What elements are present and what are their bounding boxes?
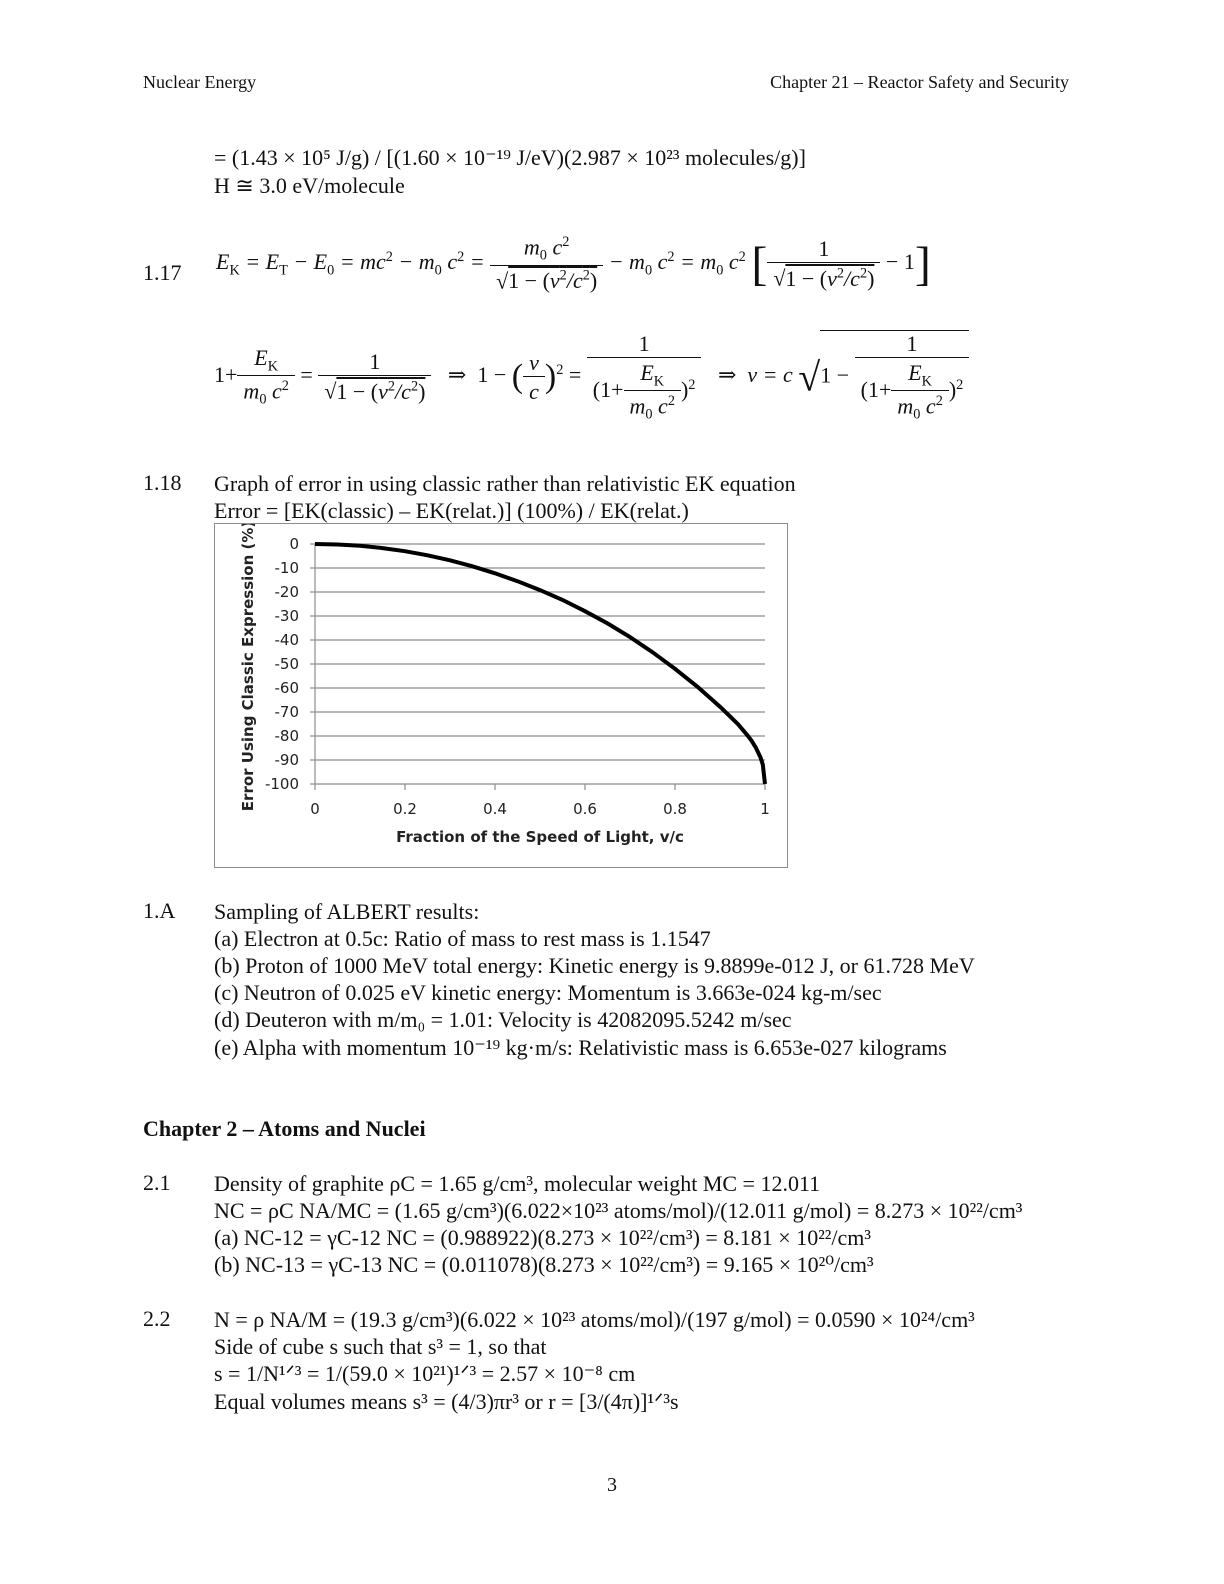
- chart-y-tick-label-1: -10: [274, 559, 299, 577]
- problem-number-1-A: 1.A: [143, 898, 176, 923]
- problem-number-1-17: 1.17: [143, 260, 182, 285]
- running-header-right: Chapter 21 – Reactor Safety and Security: [770, 72, 1069, 92]
- chart-x-axis-label: Fraction of the Speed of Light, v/c: [396, 828, 684, 846]
- chart-axes: [310, 544, 765, 790]
- p22-line-3: s = 1/N¹ᐟ³ = 1/(59.0 × 10²¹)¹ᐟ³ = 2.57 × 10⁻⁸ cm: [214, 1361, 636, 1386]
- p1A-item-c: (c) Neutron of 0.025 eV kinetic energy: Momentum is 3.663e-024 kg-m/sec: [214, 980, 882, 1005]
- problem-number-1-18: 1.18: [143, 470, 182, 495]
- p22-line-2: Side of cube s such that s³ = 1, so that: [214, 1334, 547, 1359]
- chart-y-tick-label-6: -60: [274, 679, 299, 697]
- p21-line-1: Density of graphite ρC = 1.65 g/cm³, molecular weight MC = 12.011: [214, 1171, 821, 1196]
- chart-y-tick-label-10: -100: [264, 775, 299, 793]
- p1A-item-d: (d) Deuteron with m/m₀ = 1.01: Velocity is 42082095.5242 m/sec: [214, 1007, 792, 1032]
- problem-number-2-2: 2.2: [143, 1306, 171, 1331]
- page-number: 3: [607, 1474, 617, 1496]
- p21-line-4: (b) NC-13 = γC-13 NC = (0.011078)(8.273 × 10²²/cm³) = 9.165 × 10²⁰/cm³: [214, 1252, 874, 1277]
- equation-1-17-line-1: $E_K = E_T - E_0 = mc^2 - m_0$ $c^2$ = $\frac{m_0 c^2}{√1 - (v^2/c^2)}$ − $m_0$ $c^2 = m_0$ $c^2$ [ $\frac{1}{√1 - (v^2/c^2)}$ − 1]: [216, 234, 931, 294]
- p1A-item-b: (b) Proton of 1000 MeV total energy: Kinetic energy is 9.8899e-012 J, or 61.728 MeV: [214, 953, 975, 978]
- p21-line-3: (a) NC-12 = γC-12 NC = (0.988922)(8.273 × 10²²/cm³) = 8.181 × 10²²/cm³: [214, 1225, 871, 1250]
- chart-y-tick-label-7: -70: [274, 703, 299, 721]
- chart-y-tick-label-2: -20: [274, 583, 299, 601]
- chapter-2-title: Chapter 2 – Atoms and Nuclei: [143, 1116, 426, 1141]
- p1A-item-e: (e) Alpha with momentum 10⁻¹⁹ kg·m/s: Relativistic mass is 6.653e-027 kilograms: [214, 1035, 947, 1060]
- p1A-title: Sampling of ALBERT results:: [214, 899, 480, 924]
- top-line-2: H ≅ 3.0 eV/molecule: [214, 173, 405, 198]
- top-line-1: = (1.43 × 10⁵ J/g) / [(1.60 × 10⁻¹⁹ J/eV)(2.987 × 10²³ molecules/g)]: [214, 145, 806, 170]
- chart-y-tick-label-5: -50: [274, 655, 299, 673]
- p118-line-2: Error = [EK(classic) – EK(relat.)] (100%) / EK(relat.): [214, 498, 689, 523]
- chart-x-tick-labels: [310, 800, 770, 818]
- p22-line-1: N = ρ NA/M = (19.3 g/cm³)(6.022 × 10²³ atoms/mol)/(197 g/mol) = 0.0590 × 10²⁴/cm³: [214, 1307, 975, 1332]
- chart-x-tick-label-3: 0.6: [573, 800, 597, 818]
- chart-y-tick-label-4: -40: [274, 631, 299, 649]
- chart-y-tick-label-8: -80: [274, 727, 299, 745]
- p118-line-1: Graph of error in using classic rather than relativistic EK equation: [214, 471, 796, 496]
- running-header-left: Nuclear Energy: [143, 72, 257, 92]
- error-chart-svg: [215, 524, 787, 867]
- chart-x-tick-label-2: 0.4: [483, 800, 507, 818]
- p1A-item-a: (a) Electron at 0.5c: Ratio of mass to rest mass is 1.1547: [214, 926, 711, 951]
- chart-y-axis-label: Error Using Classic Expression (%): [239, 524, 257, 812]
- chart-y-tick-label-9: -90: [274, 751, 299, 769]
- error-chart: [214, 523, 788, 868]
- chart-x-tick-label-0: 0: [310, 800, 320, 818]
- chart-y-tick-label-0: 0: [289, 535, 299, 553]
- p21-line-2: NC = ρC NA/MC = (1.65 g/cm³)(6.022×10²³ atoms/mol)/(12.011 g/mol) = 8.273 × 10²²/cm³: [214, 1198, 1023, 1223]
- chart-y-tick-label-3: -30: [274, 607, 299, 625]
- chart-x-tick-label-5: 1: [760, 800, 770, 818]
- chart-x-tick-label-4: 0.8: [663, 800, 687, 818]
- p22-line-4: Equal volumes means s³ = (4/3)πr³ or r = [3/(4π)]¹ᐟ³s: [214, 1389, 679, 1414]
- problem-number-2-1: 2.1: [143, 1170, 171, 1195]
- chart-x-tick-label-1: 0.2: [393, 800, 417, 818]
- chart-y-tick-labels: [265, 535, 299, 793]
- chart-gridlines: [315, 544, 765, 784]
- equation-1-17-line-2: 1+ $\frac{E_K}{m_0 c^2}$ = $\frac{1}{√1 - (v^2/c^2)}$ ⇒ 1 − ( $\frac{v}{c}$ )$^2$ = 1 (1+ $\frac{E_K}{m_0 c^2}$ )$^2$ ⇒ v = c √1 − 1 (1+ $\frac{E_K}{m_0 c^2}$ )$^2$: [214, 330, 969, 424]
